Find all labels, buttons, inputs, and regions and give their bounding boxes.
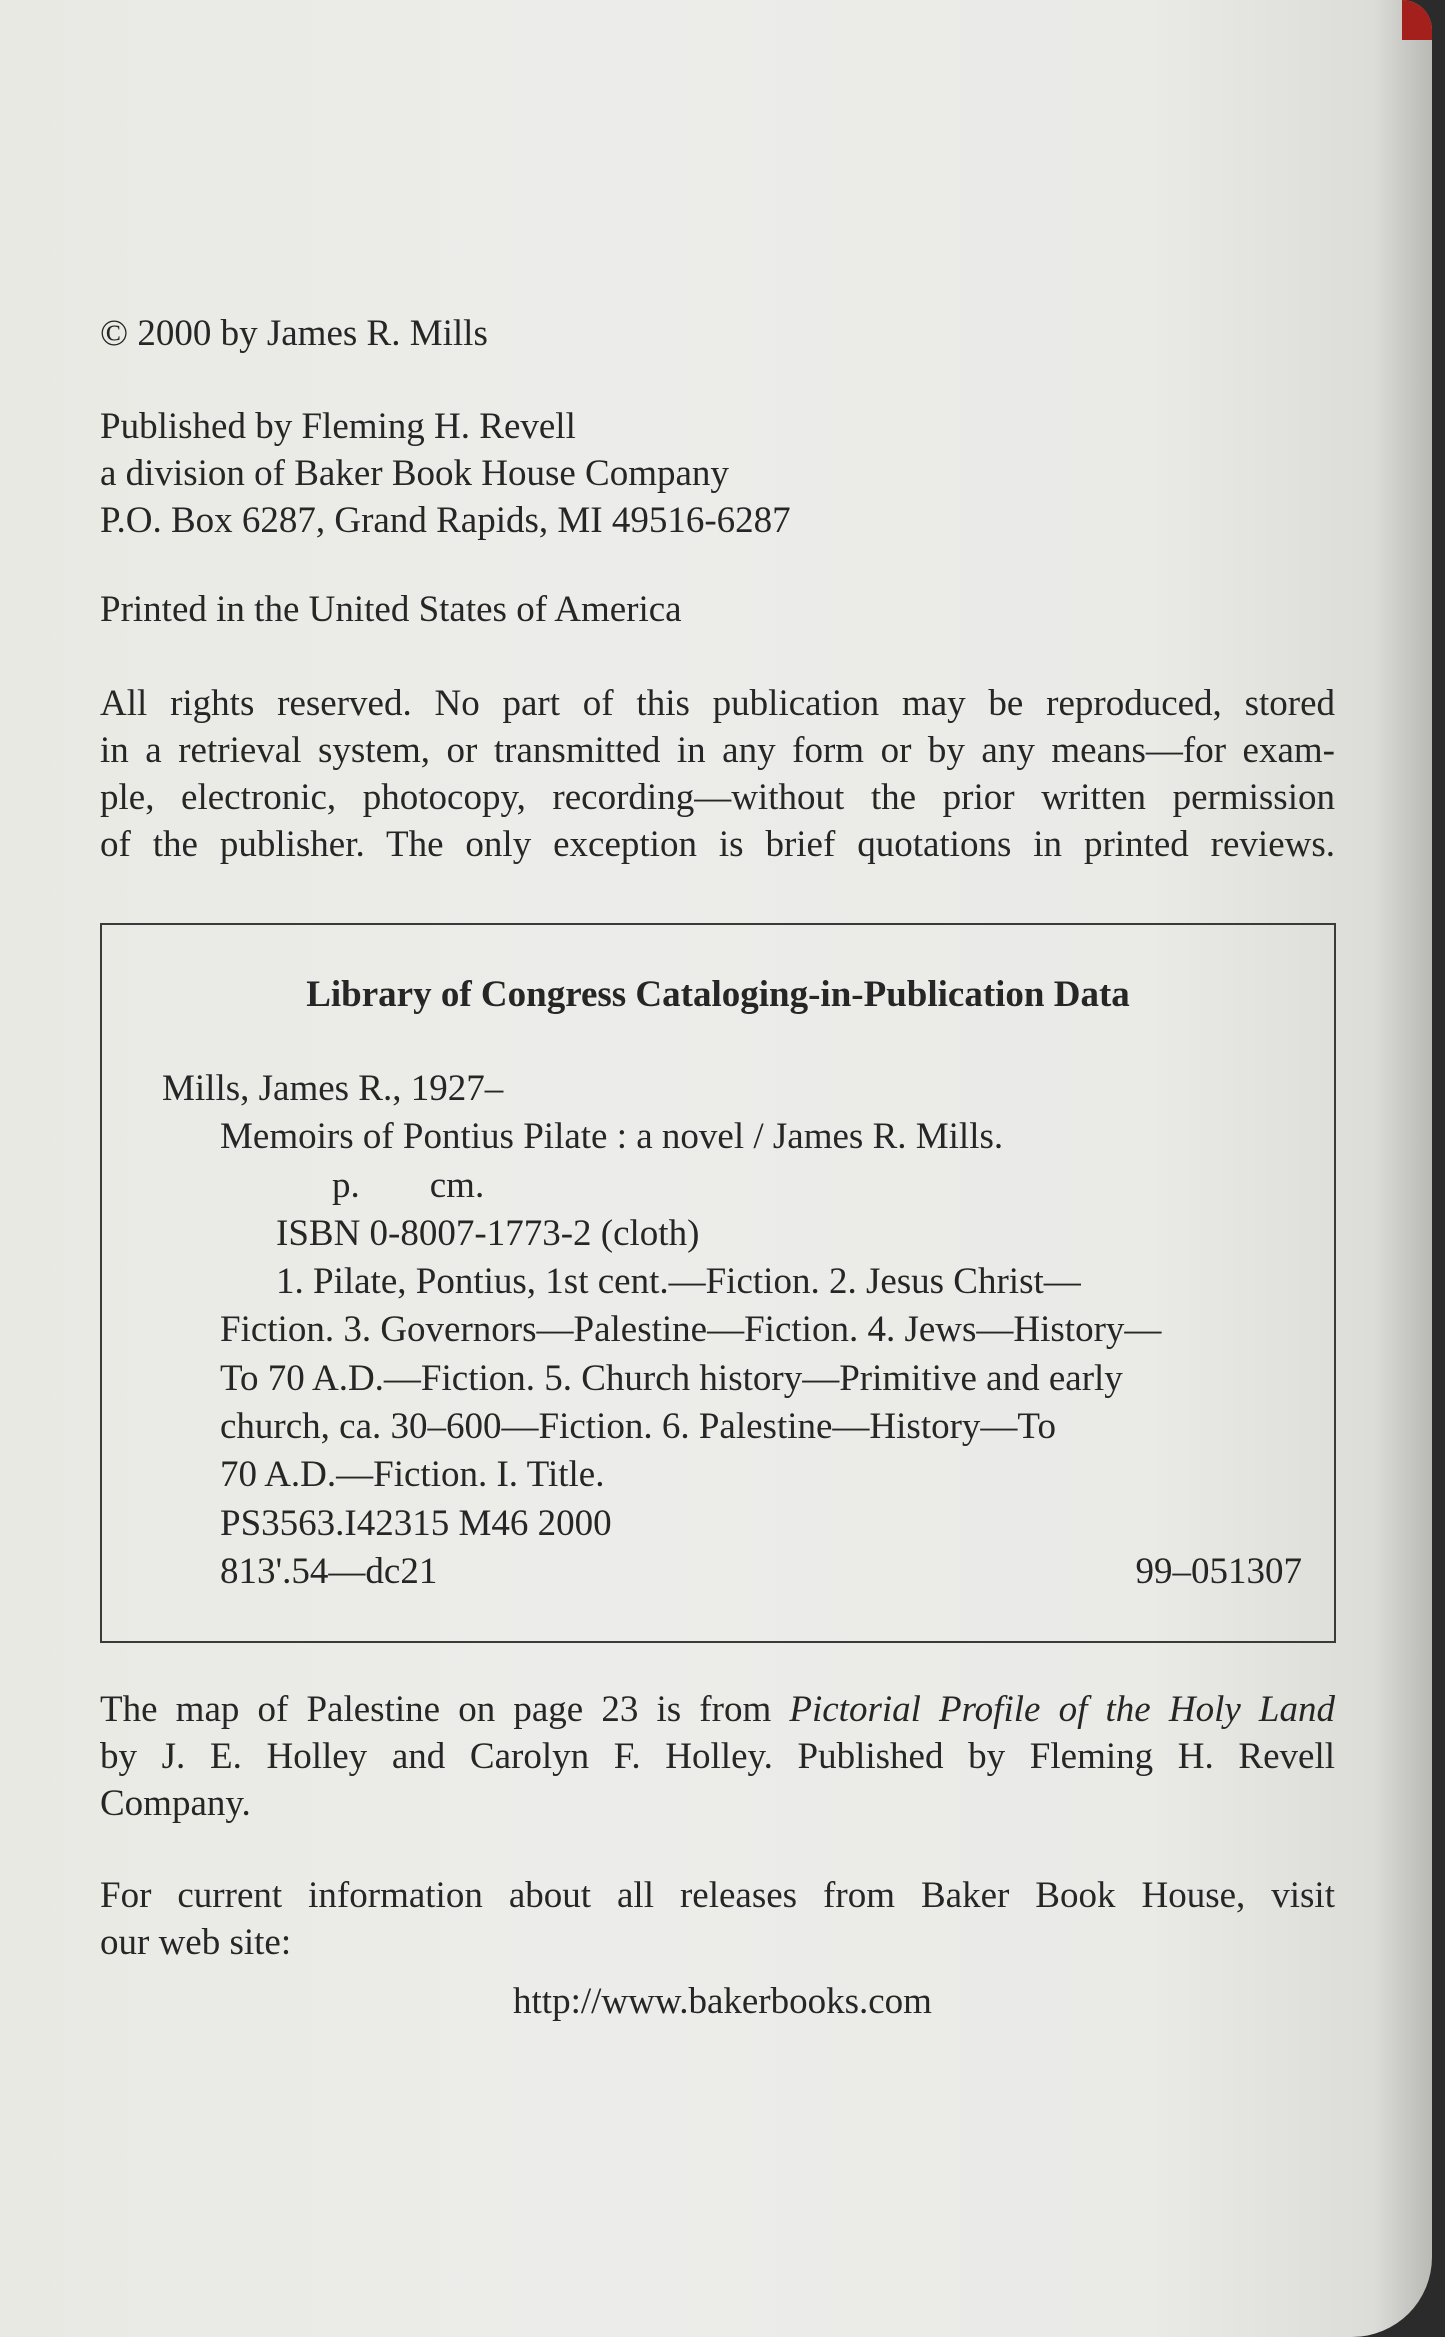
map-credit-text: The map of Palestine on page 23 is from bbox=[100, 1689, 790, 1730]
cip-author: Mills, James R., 1927– bbox=[162, 1068, 504, 1109]
copyright-notice bbox=[100, 310, 1335, 357]
publisher-line-2: a division of Baker Book House Company bbox=[100, 453, 729, 494]
publisher-line-1: Published by Fleming H. Revell bbox=[100, 406, 576, 447]
cip-data-box bbox=[100, 923, 1336, 1643]
website-note-line-2: our web site: bbox=[100, 1922, 292, 1963]
map-credit-line-1 bbox=[100, 1686, 1335, 1733]
rights-line-3: ple, electronic, photocopy, recording—without the prior written permission bbox=[100, 777, 1335, 818]
map-credit-line-3: Company. bbox=[100, 1783, 251, 1824]
cover-edge bbox=[1402, 0, 1432, 40]
cip-physical-description bbox=[162, 1162, 1302, 1210]
cip-title: Library of Congress Cataloging-in-Publication Data bbox=[306, 974, 1130, 1015]
cip-work-title: Memoirs of Pontius Pilate : a novel / James R. Mills. bbox=[220, 1116, 1004, 1158]
map-credit bbox=[100, 1686, 1335, 1827]
cip-dewey: 813'.54—dc21 bbox=[220, 1550, 438, 1592]
publisher-line-3: P.O. Box 6287, Grand Rapids, MI 49516-6287 bbox=[100, 500, 791, 541]
cip-classification-row bbox=[162, 1548, 1302, 1596]
rights-line-4: of the publisher. The only exception is brief quotations in printed reviews. bbox=[100, 824, 1335, 865]
website-note bbox=[100, 1872, 1335, 1966]
cip-record bbox=[162, 1065, 1302, 1596]
website-note-line-1: For current information about all releases from Baker Book House, visit bbox=[100, 1875, 1335, 1916]
printed-line: Printed in the United States of America bbox=[100, 589, 682, 630]
copyright-line: © 2000 by James R. Mills bbox=[100, 313, 488, 354]
cip-subject-line: church, ca. 30–600—Fiction. 6. Palestine—History—To bbox=[220, 1406, 1056, 1448]
cip-subject-line: 70 A.D.—Fiction. I. Title. bbox=[220, 1454, 605, 1496]
cip-isbn: ISBN 0-8007-1773-2 (cloth) bbox=[276, 1212, 700, 1254]
rights-statement bbox=[100, 680, 1335, 868]
map-source-title: Pictorial Profile of the Holy Land bbox=[789, 1689, 1336, 1730]
cip-pages: p. bbox=[332, 1164, 360, 1206]
rights-line-1: All rights reserved. No part of this publication may be reproduced, stored bbox=[100, 683, 1335, 724]
map-credit-line-2: by J. E. Holley and Carolyn F. Holley. Published by Fleming H. Revell bbox=[100, 1736, 1335, 1777]
cip-subject-line: 1. Pilate, Pontius, 1st cent.—Fiction. 2. Jesus Christ— bbox=[276, 1261, 1081, 1303]
rights-line-2: in a retrieval system, or transmitted in any form or by any means—for exam- bbox=[100, 730, 1335, 771]
cip-size: cm. bbox=[429, 1164, 485, 1206]
cip-subjects bbox=[162, 1258, 1302, 1499]
cip-subject-line: Fiction. 3. Governors—Palestine—Fiction. 4. Jews—History— bbox=[220, 1309, 1162, 1351]
website-url: http://www.bakerbooks.com bbox=[513, 1981, 932, 2022]
cip-subject-line: To 70 A.D.—Fiction. 5. Church history—Primitive and early bbox=[220, 1357, 1123, 1399]
cip-call-number: PS3563.I42315 M46 2000 bbox=[220, 1502, 612, 1544]
cip-lccn: 99–051307 bbox=[1135, 1550, 1302, 1592]
publisher-info bbox=[100, 403, 1335, 544]
printed-in bbox=[100, 586, 1335, 633]
